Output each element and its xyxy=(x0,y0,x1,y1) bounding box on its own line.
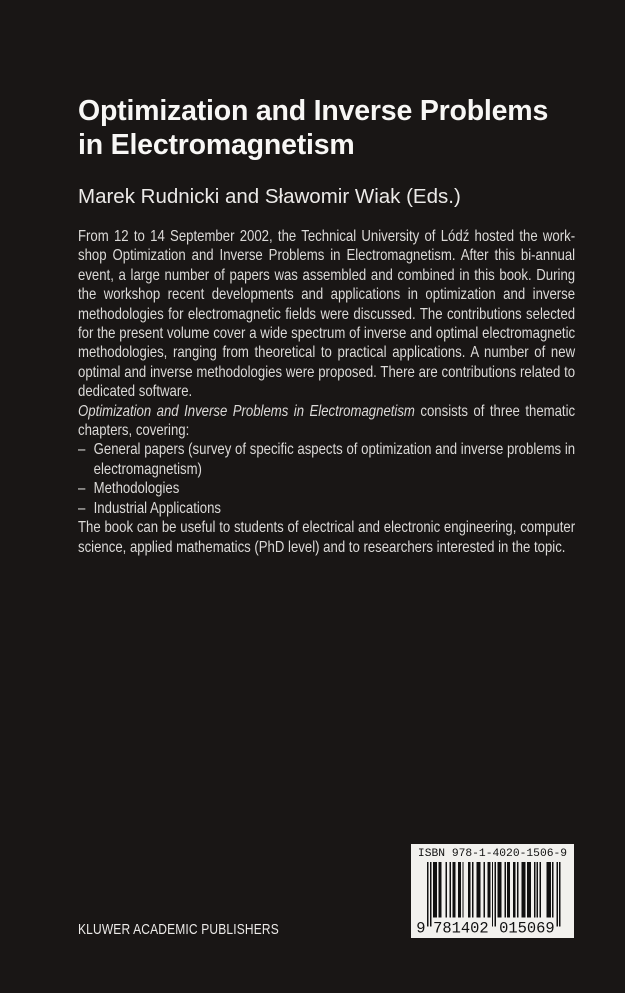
chapter-dash: – xyxy=(78,480,86,498)
description-column xyxy=(78,227,575,557)
book-title-line-1: Optimization and Inverse Problems xyxy=(78,95,549,128)
synopsis-paragraph: From 12 to 14 September 2002, the Technical University of Lódź hosted the work-shop Optimization and Inverse Problems in Electromagnetism. After this bi-annual event, a large number of papers was assembled and combined in this book. During the workshop recent developments and applications in optimization and inverse methodologies for electromagnetic fields were discussed. The contributions selected for the present volume cover a wide spectrum of inverse and optimal electromagnetic methodologies, ranging from theoretical to practical applications. A number of new optimal and inverse methodologies were proposed. There are contributions related to dedicated software. xyxy=(78,228,576,401)
chapter-dash: – xyxy=(78,499,86,517)
publisher-name: KLUWER ACADEMIC PUBLISHERS xyxy=(78,921,279,938)
chapter-item xyxy=(78,440,575,479)
contents-intro-rest: consists of three thematic chapters, covering: xyxy=(78,402,576,440)
isbn-label: ISBN 978-1-4020-1506-9 xyxy=(417,848,568,860)
barcode-digits-right: 015069 xyxy=(499,919,555,934)
contents-book-title-italic: Optimization and Inverse Problems in Electromagnetism xyxy=(78,402,415,420)
chapter-item xyxy=(78,499,575,518)
chapter-item xyxy=(78,479,575,498)
chapter-item-label: Industrial Applications xyxy=(93,499,222,517)
chapter-item-label: Methodologies xyxy=(93,480,180,498)
isbn-barcode xyxy=(411,844,574,938)
editors-line: Marek Rudnicki and Sławomir Wiak (Eds.) xyxy=(78,185,461,208)
chapter-dash: – xyxy=(78,441,86,459)
audience-paragraph: The book can be useful to students of electrical and electronic engineering, computer science, applied mathematics (PhD level) and to researchers interested in the topic. xyxy=(78,519,576,556)
contents-paragraph xyxy=(78,402,575,441)
book-title xyxy=(78,94,598,162)
barcode-bars xyxy=(416,862,569,934)
barcode-digits-left: 781402 xyxy=(433,919,489,934)
barcode-digit-lead: 9 xyxy=(416,919,426,934)
chapter-list xyxy=(78,440,575,518)
chapter-item-label: General papers (survey of specific aspects of optimization and inverse problems in electromagnetism) xyxy=(93,441,576,478)
book-title-line-2: in Electromagnetism xyxy=(78,129,355,162)
